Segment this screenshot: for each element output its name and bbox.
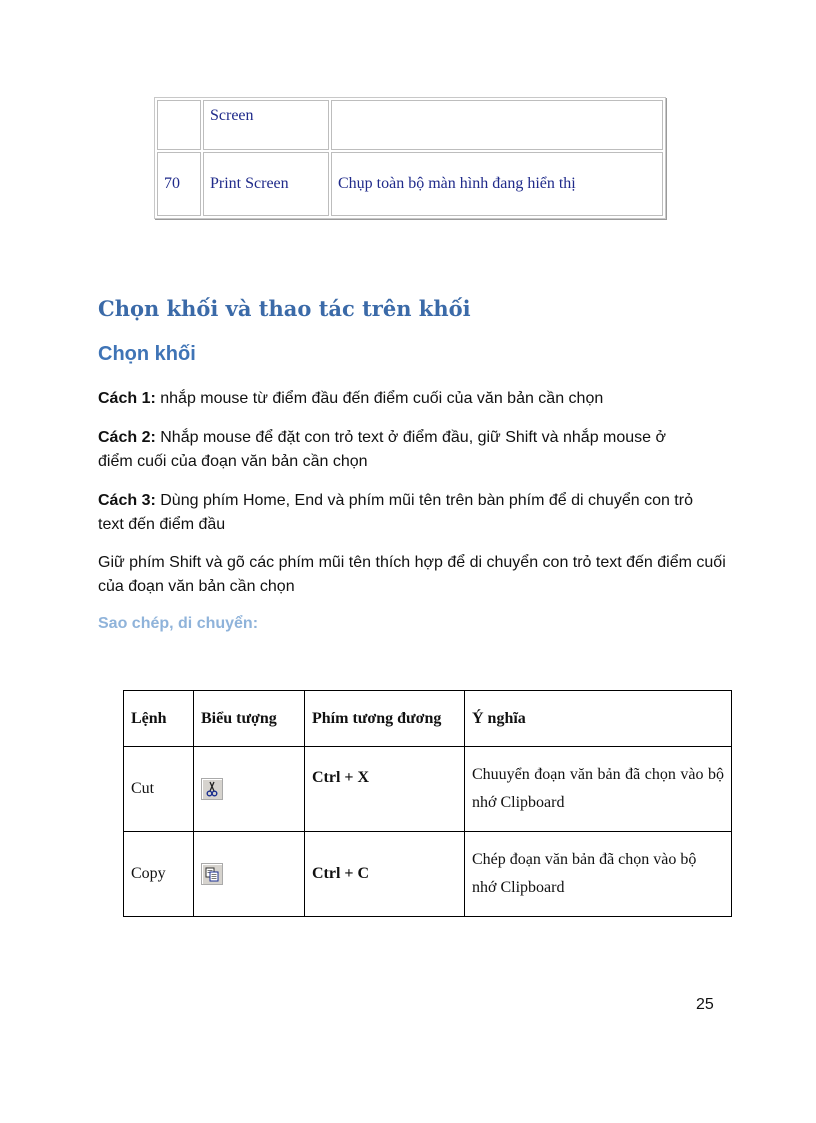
subsection-title: Chọn khối [98,343,196,365]
meaning-cell: Chép đoạn văn bản đã chọn vào bộ nhớ Clipboard [465,832,732,917]
method-3-paragraph [98,489,718,537]
table-row [157,152,663,216]
command-cell: Copy [124,832,194,917]
shortcut-cell: Ctrl + C [305,832,465,917]
description-cell: Chụp toàn bộ màn hình đang hiển thị [331,152,663,216]
table-row [124,747,732,832]
key-cell: Print Screen [203,152,329,216]
scissors-icon [201,778,223,800]
body-paragraph: Giữ phím Shift và gõ các phím mũi tên thích hợp để di chuyển con trỏ text đến điểm cuối của đoạn văn bản cần chọn [98,554,726,595]
shortcut-table [154,97,666,219]
method-2-paragraph [98,426,698,474]
row-number-cell: 70 [157,152,201,216]
method-text: Dùng phím Home, End và phím mũi tên trên bàn phím để di chuyển con trỏ text đến điểm đầu [98,492,693,533]
copy-icon [201,863,223,885]
key-cell: Screen [203,100,329,150]
method-1-paragraph [98,387,738,411]
section-title: Chọn khối và thao tác trên khối [98,296,471,321]
icon-cell [194,832,305,917]
table-row [124,832,732,917]
shortcut-cell: Ctrl + X [305,747,465,832]
method-label: Cách 2: [98,429,156,446]
description-cell [331,100,663,150]
table-header-row [124,691,732,747]
command-cell: Cut [124,747,194,832]
icon-cell [194,747,305,832]
method-text: nhắp mouse từ điểm đầu đến điểm cuối của văn bản cần chọn [155,390,604,407]
table-row [157,100,663,150]
header-meaning: Ý nghĩa [465,691,732,747]
page-number: 25 [696,996,714,1013]
header-shortcut: Phím tương đương [305,691,465,747]
copy-move-heading: Sao chép, di chuyển: [98,615,259,632]
command-table [123,690,732,917]
row-number-cell [157,100,201,150]
method-text: Nhắp mouse để đặt con trỏ text ở điểm đầu, giữ Shift và nhắp mouse ở điểm cuối của đoạn văn bản cần chọn [98,429,666,470]
header-icon: Biểu tượng [194,691,305,747]
header-command: Lệnh [124,691,194,747]
method-label: Cách 3: [98,492,156,509]
method-label: Cách 1: [98,390,156,407]
meaning-cell: Chuuyển đoạn văn bản đã chọn vào bộ nhớ Clipboard [465,747,732,832]
